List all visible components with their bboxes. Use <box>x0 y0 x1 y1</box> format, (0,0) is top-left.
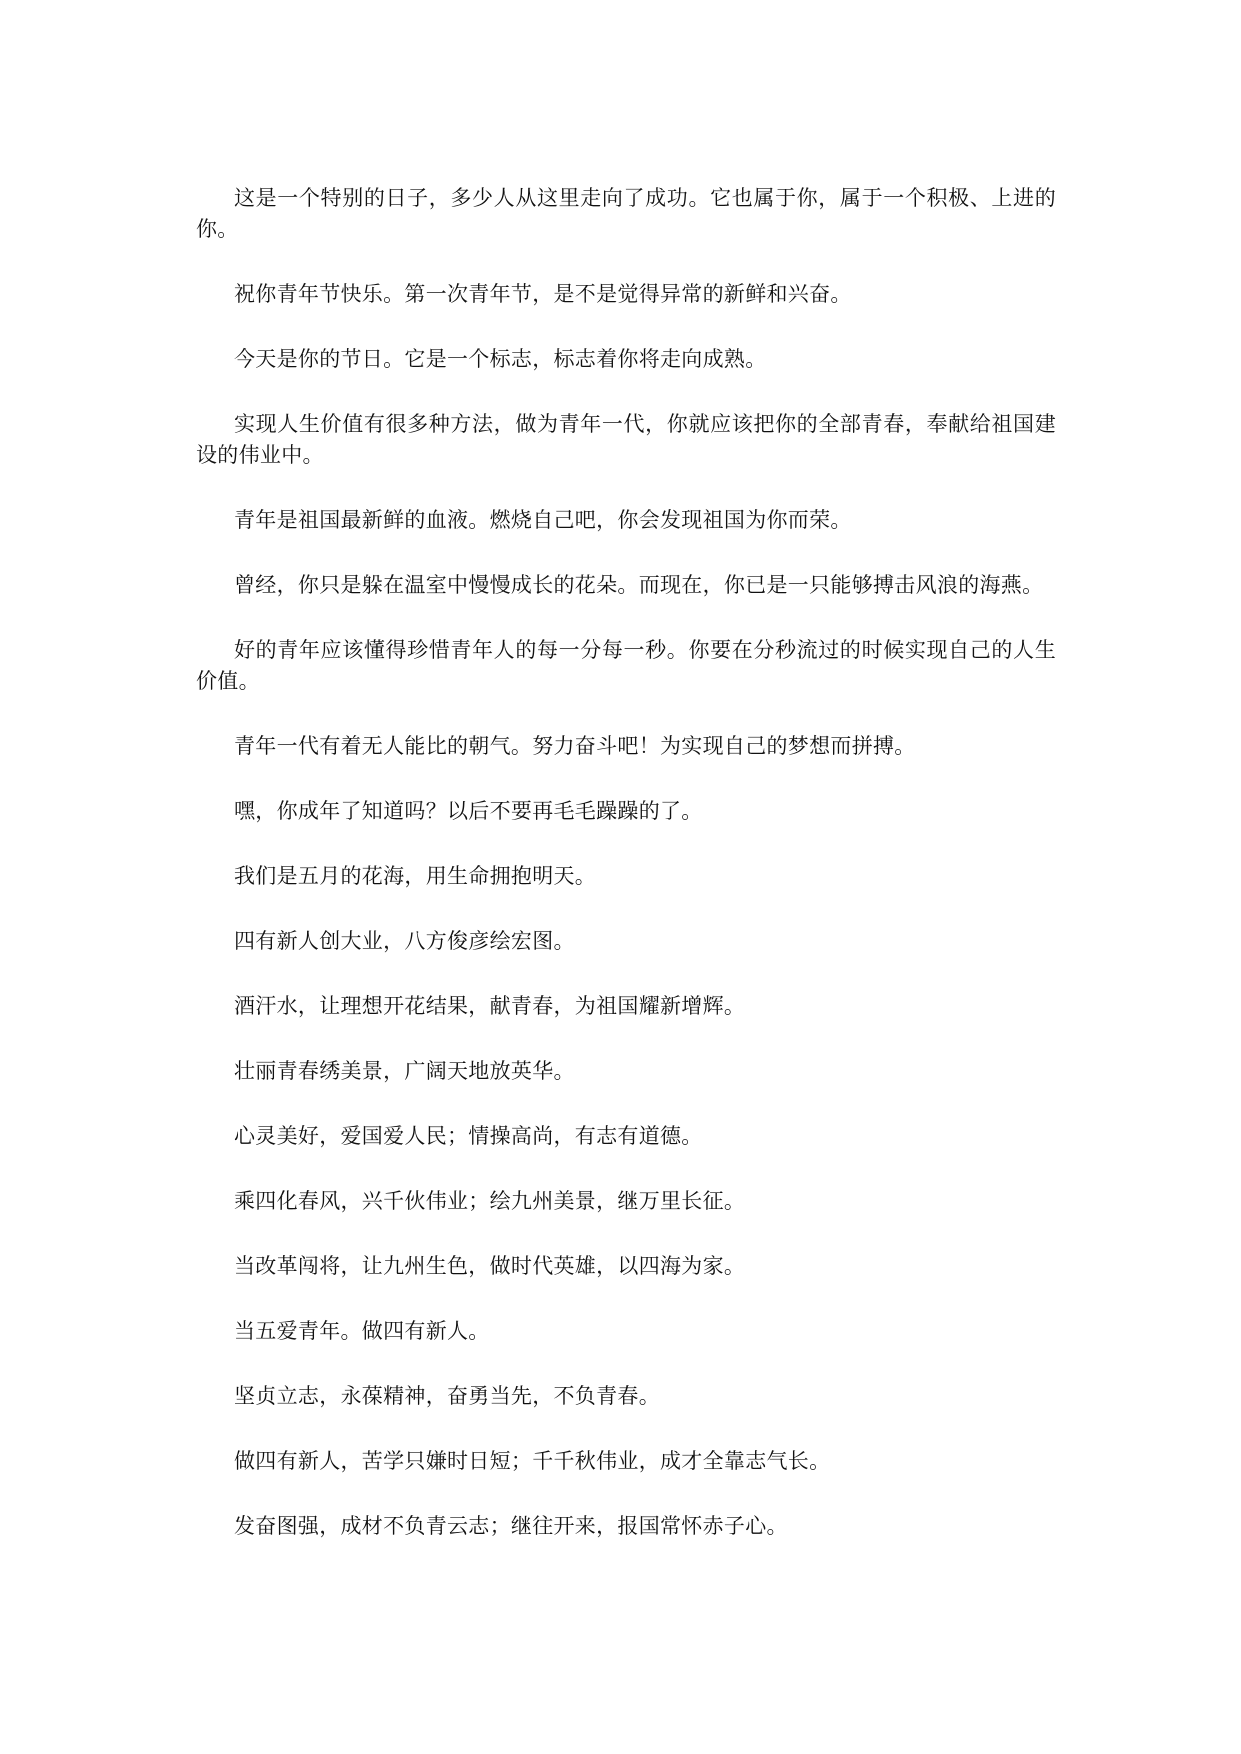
paragraph: 嘿，你成年了知道吗？以后不要再毛毛躁躁的了。 <box>234 799 703 823</box>
paragraph: 当改革闯将，让九州生色，做时代英雄，以四海为家。 <box>234 1254 746 1278</box>
paragraph: 青年一代有着无人能比的朝气。努力奋斗吧！为实现自己的梦想而拼搏。 <box>234 734 916 758</box>
paragraph: 做四有新人，苦学只嫌时日短；千千秋伟业，成才全靠志气长。 <box>234 1449 831 1473</box>
paragraph: 坚贞立志，永葆精神，奋勇当先，不负青春。 <box>234 1384 660 1408</box>
paragraph: 乘四化春风，兴千伙伟业；绘九州美景，继万里长征。 <box>234 1189 746 1213</box>
paragraph: 四有新人创大业，八方俊彦绘宏图。 <box>234 929 575 953</box>
paragraph: 我们是五月的花海，用生命拥抱明天。 <box>234 864 597 888</box>
paragraph: 祝你青年节快乐。第一次青年节，是不是觉得异常的新鲜和兴奋。 <box>234 282 852 306</box>
paragraph: 壮丽青春绣美景，广阔天地放英华。 <box>234 1059 575 1083</box>
paragraph: 这是一个特别的日子，多少人从这里走向了成功。它也属于你，属于一个积极、上进的你。 <box>196 186 1056 241</box>
paragraph: 心灵美好，爱国爱人民；情操高尚，有志有道德。 <box>234 1124 703 1148</box>
paragraph: 酒汗水，让理想开花结果，献青春，为祖国耀新增辉。 <box>234 994 746 1018</box>
document-body <box>196 183 1056 1576</box>
paragraph: 曾经，你只是躲在温室中慢慢成长的花朵。而现在，你已是一只能够搏击风浪的海燕。 <box>234 573 1044 597</box>
paragraph: 今天是你的节日。它是一个标志，标志着你将走向成熟。 <box>234 347 767 371</box>
paragraph: 发奋图强，成材不负青云志；继往开来，报国常怀赤子心。 <box>234 1514 788 1538</box>
paragraph: 青年是祖国最新鲜的血液。燃烧自己吧，你会发现祖国为你而荣。 <box>234 508 852 532</box>
paragraph: 好的青年应该懂得珍惜青年人的每一分每一秒。你要在分秒流过的时候实现自己的人生价值。 <box>196 638 1056 693</box>
paragraph: 当五爱青年。做四有新人。 <box>234 1319 490 1343</box>
paragraph: 实现人生价值有很多种方法，做为青年一代，你就应该把你的全部青春，奉献给祖国建设的伟业中。 <box>196 412 1056 467</box>
